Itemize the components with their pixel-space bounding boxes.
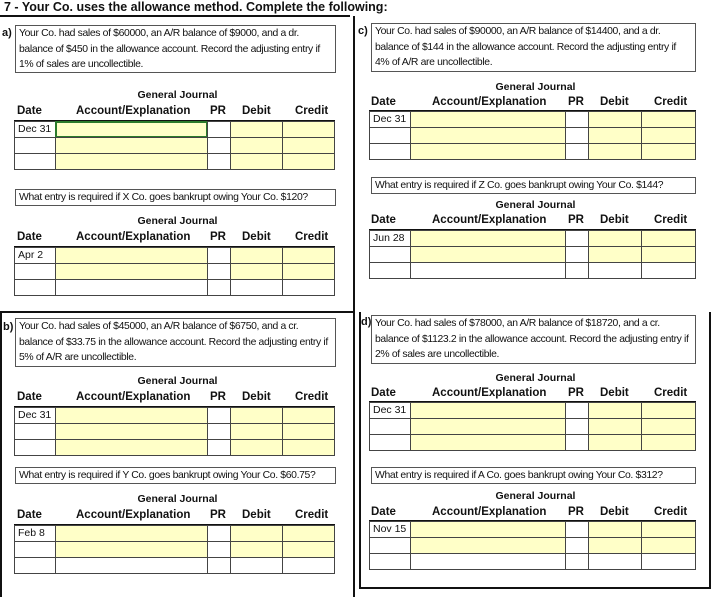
debit-cell[interactable]: [230, 121, 283, 138]
account-cell[interactable]: [55, 263, 208, 280]
credit-cell[interactable]: [641, 402, 696, 419]
account-cell[interactable]: [410, 418, 566, 435]
account-cell[interactable]: [55, 247, 208, 264]
pr-cell[interactable]: [207, 525, 231, 542]
date-cell[interactable]: [369, 553, 411, 570]
account-cell[interactable]: [410, 553, 566, 570]
credit-cell[interactable]: [641, 246, 696, 263]
col-credit: Credit: [295, 391, 329, 403]
credit-cell[interactable]: [282, 525, 335, 542]
col-credit: Credit: [295, 105, 329, 117]
section-label: d): [361, 316, 372, 328]
date-cell[interactable]: [14, 541, 56, 558]
date-cell[interactable]: [369, 434, 411, 451]
debit-cell[interactable]: [588, 230, 642, 247]
question-text: Your Co. had sales of $45000, an A/R balance of $6750, and a cr. balance of $33.75 in the allowance account. Record the adjusting entry if 5% of A/R are uncollectible.: [15, 318, 336, 367]
col-account: Account/Explanation: [432, 214, 547, 226]
credit-cell[interactable]: [282, 557, 335, 574]
date-cell[interactable]: Dec 31: [369, 402, 411, 419]
pr-cell[interactable]: [565, 418, 589, 435]
debit-cell[interactable]: [588, 246, 642, 263]
debit-cell[interactable]: [230, 247, 283, 264]
debit-cell[interactable]: [230, 439, 283, 456]
credit-cell[interactable]: [282, 439, 335, 456]
account-cell[interactable]: [410, 402, 566, 419]
col-credit: Credit: [654, 506, 688, 518]
pr-cell[interactable]: [565, 521, 589, 538]
pr-cell[interactable]: [207, 263, 231, 280]
question-text: Your Co. had sales of $60000, an A/R balance of $9000, and a dr. balance of $450 in the allowance account. Record the adjusting entry if 1% of sales are uncollectible.: [15, 25, 336, 73]
credit-cell[interactable]: [641, 230, 696, 247]
date-cell[interactable]: [369, 246, 411, 263]
pr-cell[interactable]: [207, 407, 231, 424]
account-cell[interactable]: [410, 230, 566, 247]
account-cell[interactable]: [55, 423, 208, 440]
debit-cell[interactable]: [230, 557, 283, 574]
account-cell[interactable]: [410, 143, 566, 160]
pr-cell[interactable]: [207, 121, 231, 138]
debit-cell[interactable]: [588, 553, 642, 570]
account-cell[interactable]: [410, 521, 566, 538]
section-divider: [353, 16, 355, 597]
journal-title: General Journal: [495, 490, 576, 502]
col-account: Account/Explanation: [432, 387, 547, 399]
debit-cell[interactable]: [230, 423, 283, 440]
debit-cell[interactable]: [588, 262, 642, 279]
col-debit: Debit: [600, 387, 629, 399]
account-cell[interactable]: [55, 153, 208, 170]
col-date: Date: [17, 509, 42, 521]
date-cell[interactable]: Dec 31: [14, 407, 56, 424]
date-cell[interactable]: Nov 15: [369, 521, 411, 538]
date-cell[interactable]: [369, 127, 411, 144]
col-credit: Credit: [654, 96, 688, 108]
account-cell[interactable]: [55, 541, 208, 558]
date-cell[interactable]: Apr 2: [14, 247, 56, 264]
date-cell[interactable]: Jun 28: [369, 230, 411, 247]
account-cell[interactable]: [410, 127, 566, 144]
debit-cell[interactable]: [588, 418, 642, 435]
date-cell[interactable]: [14, 423, 56, 440]
credit-cell[interactable]: [641, 434, 696, 451]
col-date: Date: [371, 387, 396, 399]
credit-cell[interactable]: [282, 279, 335, 296]
col-pr: PR: [568, 387, 584, 399]
col-date: Date: [17, 391, 42, 403]
credit-cell[interactable]: [282, 407, 335, 424]
debit-cell[interactable]: [588, 521, 642, 538]
date-cell[interactable]: [14, 137, 56, 154]
col-account: Account/Explanation: [432, 96, 547, 108]
credit-cell[interactable]: [641, 521, 696, 538]
question-text: What entry is required if Z Co. goes bankrupt owing Your Co. $144?: [371, 177, 696, 194]
journal-title: General Journal: [137, 89, 218, 101]
date-cell[interactable]: [369, 418, 411, 435]
section-border: [709, 312, 711, 588]
account-cell[interactable]: [55, 137, 208, 154]
date-cell[interactable]: [14, 153, 56, 170]
account-cell[interactable]: [410, 434, 566, 451]
credit-cell[interactable]: [282, 423, 335, 440]
col-pr: PR: [568, 96, 584, 108]
pr-cell[interactable]: [565, 143, 589, 160]
col-credit: Credit: [295, 231, 329, 243]
col-pr: PR: [568, 506, 584, 518]
date-cell[interactable]: [14, 557, 56, 574]
col-debit: Debit: [242, 391, 271, 403]
credit-cell[interactable]: [282, 137, 335, 154]
section-border: [359, 312, 361, 588]
account-cell[interactable]: [55, 525, 208, 542]
debit-cell[interactable]: [588, 111, 642, 128]
debit-cell[interactable]: [230, 279, 283, 296]
pr-cell[interactable]: [207, 247, 231, 264]
col-credit: Credit: [654, 214, 688, 226]
debit-cell[interactable]: [230, 137, 283, 154]
pr-cell[interactable]: [565, 537, 589, 554]
credit-cell[interactable]: [641, 143, 696, 160]
question-text: What entry is required if Y Co. goes bankrupt owing Your Co. $60.75?: [15, 467, 336, 484]
date-cell[interactable]: Dec 31: [14, 121, 56, 138]
col-pr: PR: [210, 231, 226, 243]
account-cell[interactable]: [55, 439, 208, 456]
credit-cell[interactable]: [641, 418, 696, 435]
pr-cell[interactable]: [565, 127, 589, 144]
credit-cell[interactable]: [641, 111, 696, 128]
question-text: Your Co. had sales of $78000, an A/R balance of $18720, and a cr. balance of $1123.2 in the allowance account. Record the adjusting entry if 2% of sales are uncollectible.: [371, 315, 696, 364]
col-account: Account/Explanation: [76, 105, 191, 117]
col-debit: Debit: [242, 231, 271, 243]
date-cell[interactable]: [369, 537, 411, 554]
account-cell[interactable]: [55, 557, 208, 574]
pr-cell[interactable]: [207, 541, 231, 558]
question-text: What entry is required if X Co. goes bankrupt owing Your Co. $120?: [15, 189, 336, 206]
journal-title: General Journal: [495, 372, 576, 384]
credit-cell[interactable]: [282, 121, 335, 138]
pr-cell[interactable]: [565, 262, 589, 279]
account-cell[interactable]: [55, 407, 208, 424]
col-date: Date: [17, 231, 42, 243]
credit-cell[interactable]: [282, 153, 335, 170]
pr-cell[interactable]: [207, 153, 231, 170]
credit-cell[interactable]: [282, 541, 335, 558]
section-border: [0, 311, 2, 597]
pr-cell[interactable]: [565, 553, 589, 570]
credit-cell[interactable]: [282, 247, 335, 264]
date-cell[interactable]: [369, 143, 411, 160]
question-text: What entry is required if A Co. goes bankrupt owing Your Co. $312?: [371, 467, 696, 484]
account-cell[interactable]: [410, 246, 566, 263]
col-date: Date: [371, 96, 396, 108]
pr-cell[interactable]: [565, 230, 589, 247]
col-date: Date: [371, 506, 396, 518]
col-pr: PR: [210, 105, 226, 117]
pr-cell[interactable]: [565, 246, 589, 263]
pr-cell[interactable]: [565, 434, 589, 451]
col-account: Account/Explanation: [76, 391, 191, 403]
debit-cell[interactable]: [588, 127, 642, 144]
journal-title: General Journal: [137, 375, 218, 387]
debit-cell[interactable]: [588, 143, 642, 160]
section-divider: [0, 311, 353, 313]
journal-title: General Journal: [137, 493, 218, 505]
journal-title: General Journal: [137, 215, 218, 227]
col-pr: PR: [568, 214, 584, 226]
credit-cell[interactable]: [641, 127, 696, 144]
col-credit: Credit: [295, 509, 329, 521]
pr-cell[interactable]: [207, 557, 231, 574]
col-account: Account/Explanation: [76, 509, 191, 521]
debit-cell[interactable]: [230, 407, 283, 424]
col-account: Account/Explanation: [432, 506, 547, 518]
question-text: Your Co. had sales of $90000, an A/R balance of $14400, and a dr. balance of $144 in the allowance account. Record the adjusting entry if 4% of A/R are uncollectible.: [371, 23, 696, 72]
debit-cell[interactable]: [230, 525, 283, 542]
col-account: Account/Explanation: [76, 231, 191, 243]
journal-title: General Journal: [495, 81, 576, 93]
col-debit: Debit: [242, 509, 271, 521]
col-debit: Debit: [600, 96, 629, 108]
debit-cell[interactable]: [588, 434, 642, 451]
col-pr: PR: [210, 391, 226, 403]
section-label: a): [2, 27, 12, 39]
pr-cell[interactable]: [207, 423, 231, 440]
col-date: Date: [371, 214, 396, 226]
pr-cell[interactable]: [565, 402, 589, 419]
col-debit: Debit: [600, 506, 629, 518]
credit-cell[interactable]: [282, 263, 335, 280]
credit-cell[interactable]: [641, 262, 696, 279]
account-cell[interactable]: [410, 262, 566, 279]
date-cell[interactable]: Feb 8: [14, 525, 56, 542]
col-pr: PR: [210, 509, 226, 521]
date-cell[interactable]: Dec 31: [369, 111, 411, 128]
col-debit: Debit: [600, 214, 629, 226]
account-cell[interactable]: [55, 279, 208, 296]
account-cell[interactable]: [410, 537, 566, 554]
title-underline: [0, 15, 350, 17]
account-cell[interactable]: [410, 111, 566, 128]
debit-cell[interactable]: [230, 541, 283, 558]
journal-title: General Journal: [495, 199, 576, 211]
debit-cell[interactable]: [230, 263, 283, 280]
debit-cell[interactable]: [588, 402, 642, 419]
col-debit: Debit: [242, 105, 271, 117]
pr-cell[interactable]: [207, 137, 231, 154]
col-date: Date: [17, 105, 42, 117]
pr-cell[interactable]: [207, 279, 231, 296]
section-divider: [359, 587, 711, 589]
date-cell[interactable]: [369, 262, 411, 279]
account-cell[interactable]: [55, 121, 208, 138]
page-title: 7 - Your Co. uses the allowance method. Complete the following:: [4, 0, 388, 14]
section-label: b): [3, 321, 14, 333]
credit-cell[interactable]: [641, 553, 696, 570]
date-cell[interactable]: [14, 263, 56, 280]
pr-cell[interactable]: [207, 439, 231, 456]
date-cell[interactable]: [14, 279, 56, 296]
debit-cell[interactable]: [588, 537, 642, 554]
debit-cell[interactable]: [230, 153, 283, 170]
pr-cell[interactable]: [565, 111, 589, 128]
col-credit: Credit: [654, 387, 688, 399]
date-cell[interactable]: [14, 439, 56, 456]
section-label: c): [358, 25, 368, 37]
credit-cell[interactable]: [641, 537, 696, 554]
